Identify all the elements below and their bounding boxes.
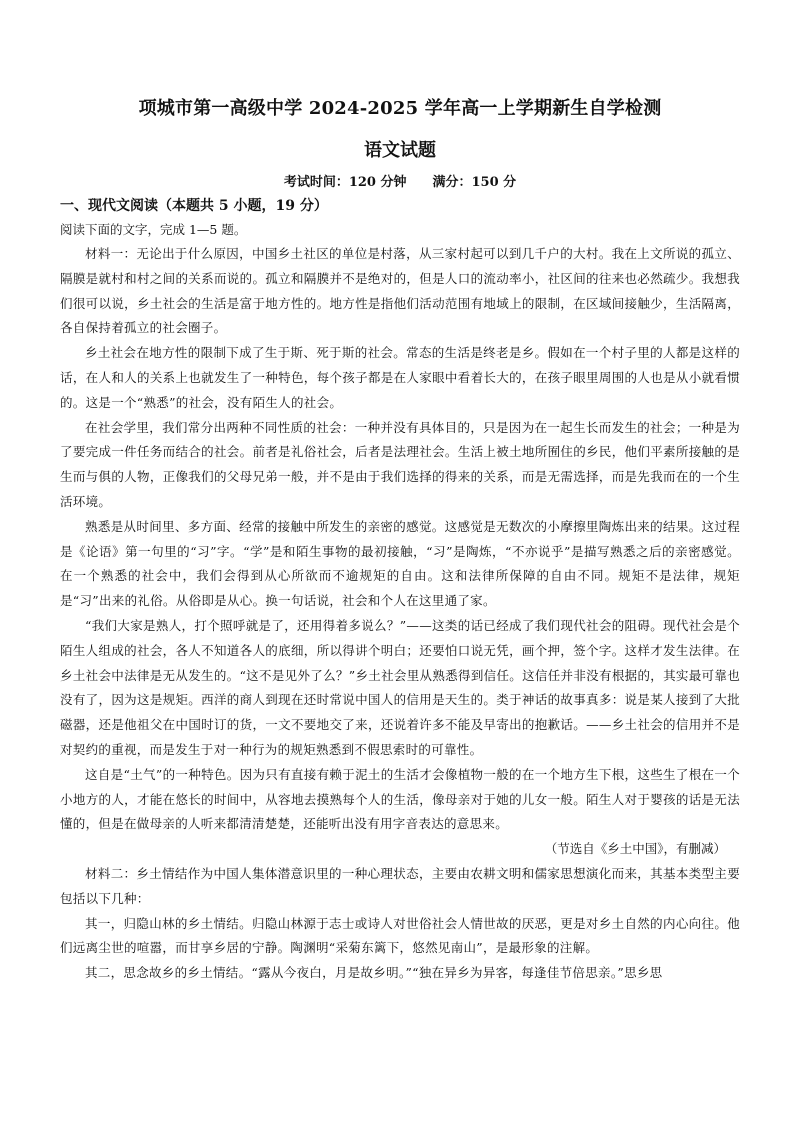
exam-time: 考试时间：120 分钟 (283, 175, 407, 190)
exam-subtitle: 语文试题 (364, 140, 436, 161)
material2-paragraph: 其二，思念故乡的乡土情结。“露从今夜白，月是故乡明。”“独在异乡为异客，每逢佳节倍思亲。”思乡思 (85, 965, 663, 981)
material1-paragraph: 这自是“土气”的一种特色。因为只有直接有赖于泥土的生活才会像植物一般的在一个地方生下根，这些生了根在一个小地方的人，才能在悠长的时间中，从容地去摸熟每个人的生活，像母亲对于她的儿女一般。陌生人对于婴孩的话是无法懂的，但是在做母亲的人听来都清清楚楚，还能听出没有用字音表达的意思来。 (60, 766, 740, 832)
section-heading: 一、现代文阅读（本题共 5 小题，19 分） (60, 198, 328, 214)
material1-paragraph: 熟悉是从时间里、多方面、经常的接触中所发生的亲密的感觉。这感觉是无数次的小摩擦里陶炼出来的结果。这过程是《论语》第一句里的“习”字。“学”是和陌生事物的最初接触，“习”是陶炼，“不亦说乎”是描写熟悉之后的亲密感觉。在一个熟悉的社会中，我们会得到从心所欲而不逾规矩的自由。这和法律所保障的自由不同。规矩不是法律，规矩是“习”出来的礼俗。从俗即是从心。换一句话说，社会和个人在这里通了家。 (60, 518, 740, 609)
source-note: （节选自《乡土中国》，有删减） (544, 841, 726, 857)
material1-paragraph: 在社会学里，我们常分出两种不同性质的社会：一种并没有具体目的，只是因为在一起生长而发生的社会；一种是为了要完成一件任务而结合的社会。前者是礼俗社会，后者是法理社会。生活上被土地所囿住的乡民，他们平素所接触的是生而与俱的人物，正像我们的父母兄弟一般，并不是由于我们选择的得来的关系，而是无需选择，而是先我而在的一个生活环境。 (60, 419, 740, 509)
exam-meta (60, 174, 740, 192)
material2-paragraph: 材料二：乡土情结作为中国人集体潜意识里的一种心理状态，主要由农耕文明和儒家思想演化而来，其基本类型主要包括以下几种： (60, 865, 740, 906)
material1-paragraph: 材料一：无论出于什么原因，中国乡土社区的单位是村落，从三家村起可以到几千户的大村。我在上文所说的孤立、隔膜是就村和村之间的关系而说的。孤立和隔膜并不是绝对的，但是人口的流动率小，社区间的往来也必然疏少。我想我们很可以说，乡土社会的生活是富于地方性的。地方性是指他们活动范围有地域上的限制，在区域间接触少，生活隔离，各自保持着孤立的社会圈子。 (60, 246, 740, 336)
exam-score: 满分：150 分 (432, 175, 517, 190)
section-instruction: 阅读下面的文字，完成 1—5 题。 (60, 222, 247, 237)
exam-title: 项城市第一高级中学 2024-2025 学年高一上学期新生自学检测 (138, 98, 662, 119)
exam-page (60, 96, 740, 986)
material1-paragraph: 乡土社会在地方性的限制下成了生于斯、死于斯的社会。常态的生活是终老是乡。假如在一个村子里的人都是这样的话，在人和人的关系上也就发生了一种特色，每个孩子都是在人家眼中看着长大的，在孩子眼里周围的人也是从小就看惯的。这是一个“熟悉”的社会，没有陌生人的社会。 (60, 345, 740, 410)
material1-paragraph: “我们大家是熟人，打个照呼就是了，还用得着多说么？”——这类的话已经成了我们现代社会的阻碍。现代社会是个陌生人组成的社会，各人不知道各人的底细，所以得讲个明白；还要怕口说无凭，画个押，签个字。这样才发生法律。在乡土社会中法律是无从发生的。“这不是见外了么？”乡土社会里从熟悉得到信任。这信任并非没有根据的，其实最可靠也没有了，因为这是规矩。西洋的商人到现在还时常说中国人的信用是天生的。类于神话的故事真多：说是某人接到了大批磁器，还是他祖父在中国时订的货，一文不要地交了来，还说着许多不能及早寄出的抱歉话。——乡土社会的信用并不是对契约的重视，而是发生于对一种行为的规矩熟悉到不假思索时的可靠性。 (60, 617, 740, 757)
material2-paragraph: 其一，归隐山林的乡土情结。归隐山林源于志士或诗人对世俗社会人情世故的厌恶，更是对乡土自然的内心向往。他们远离尘世的喧嚣，而甘享乡居的宁静。陶渊明“采菊东篱下，悠然见南山”，是最形象的注解。 (60, 915, 740, 956)
